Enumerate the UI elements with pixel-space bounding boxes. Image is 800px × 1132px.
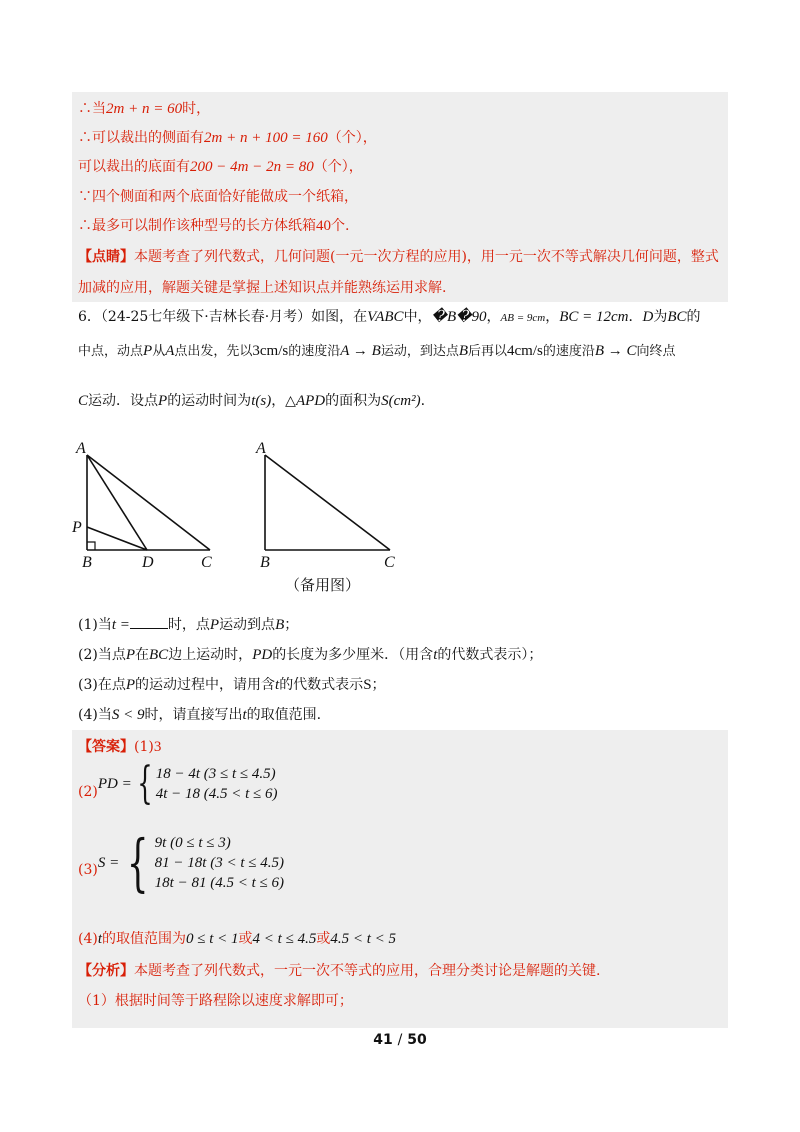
dianjing-line-2: 加减的应用，解题关键是掌握上述知识点并能熟练运用求解. <box>78 280 447 296</box>
solution-line-1: ∴当2m + n = 60时， <box>78 101 211 117</box>
label-p: P <box>72 519 82 536</box>
problem-line-3: C运动．设点P的运动时间为t(s)，△APD的面积为S(cm²). <box>78 393 426 409</box>
answer-blank[interactable] <box>130 616 168 629</box>
solution-line-3: 可以裁出的底面有200 − 4m − 2n = 80（个）， <box>78 159 363 175</box>
question-2: (2)当点P在BC边上运动时，PD的长度为多少厘米．（用含t的代数式表示）； <box>78 647 543 663</box>
fenxi-step-1: （1）根据时间等于路程除以速度求解即可； <box>78 993 353 1009</box>
triangle-figure-main <box>70 440 220 580</box>
solution-line-5: ∴最多可以制作该种型号的长方体纸箱40个. <box>78 218 350 234</box>
label-c: C <box>384 554 395 571</box>
question-1: (1)当t = 时，点P运动到点B； <box>78 617 299 633</box>
solution-line-4: ∵四个侧面和两个底面恰好能做成一个纸箱， <box>78 189 358 205</box>
page-number: 41 / 50 <box>373 1032 427 1048</box>
label-b: B <box>82 554 92 571</box>
left-brace: { <box>137 758 153 809</box>
triangle-figure-spare <box>250 440 410 580</box>
answer-3: (3) S = { 9t (0 ≤ t ≤ 3) 81 − 18t (3 < t ≤ 4.5) 18t − 81 (4.5 < t ≤ 6) <box>78 826 284 899</box>
fenxi-line: 【分析】本题考查了列代数式，一元一次不等式的应用，合理分类讨论是解题的关键. <box>78 963 601 979</box>
label-b: B <box>260 554 270 571</box>
problem-line-1: 6．（24-25七年级下·吉林长春·月考）如图，在VABC中，�B�90，AB = 9cm，BC = 12cm．D为BC的 <box>78 309 701 325</box>
label-a: A <box>76 440 86 457</box>
question-3: (3)在点P的运动过程中，请用含t的代数式表示S； <box>78 677 386 693</box>
answer-1: 【答案】(1)3 <box>78 739 162 755</box>
solution-line-2: ∴可以裁出的侧面有2m + n + 100 = 160（个）， <box>78 130 377 146</box>
problem-line-2: 中点，动点P从A点出发，先以3cm/s的速度沿A → B运动，到达点B后再以4cm/s的速度沿B → C向终点 <box>78 343 676 359</box>
label-d: D <box>142 554 154 571</box>
answer-2: (2) PD = { 18 − 4t (3 ≤ t ≤ 4.5) 4t − 18 (4.5 < t ≤ 6) <box>78 758 278 809</box>
figure-caption: （备用图） <box>285 576 361 594</box>
label-c: C <box>201 554 212 571</box>
question-4: (4)当S < 9时，请直接写出t的取值范围. <box>78 707 322 723</box>
label-a: A <box>256 440 266 457</box>
answer-4: (4)t的取值范围为0 ≤ t < 1或4 < t ≤ 4.5或4.5 < t < 5 <box>78 931 396 947</box>
left-brace: { <box>127 826 149 899</box>
dianjing-line-1: 【点睛】本题考查了列代数式，几何问题(一元一次方程的应用)，用一元一次不等式解决几何问题，整式 <box>78 249 719 265</box>
